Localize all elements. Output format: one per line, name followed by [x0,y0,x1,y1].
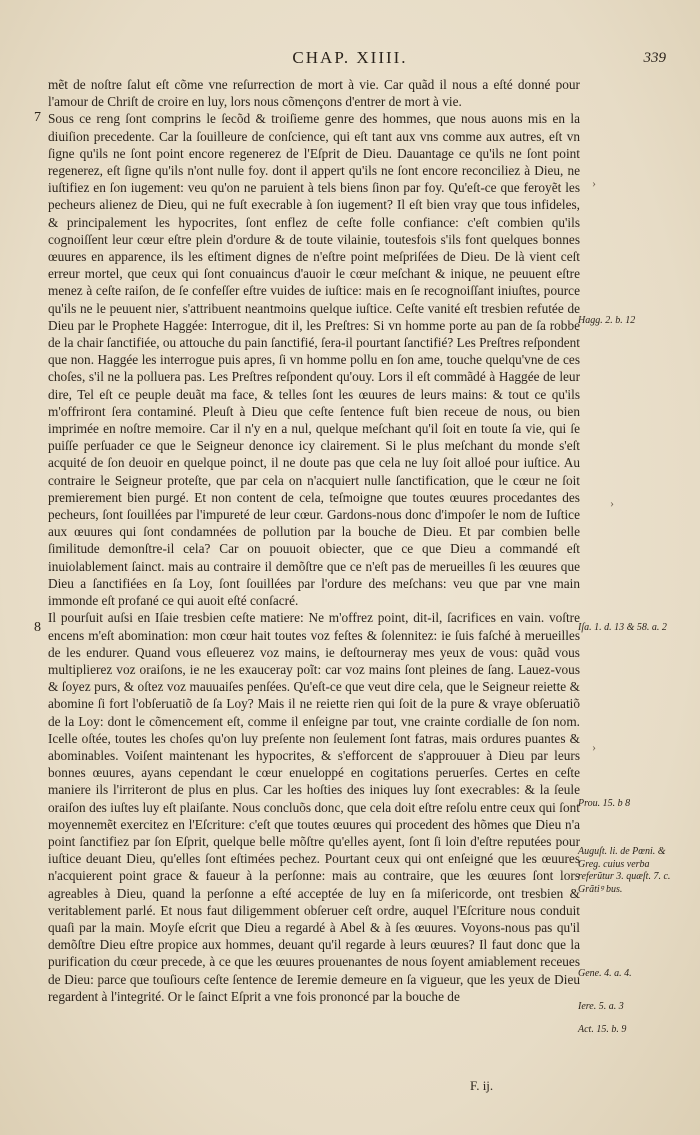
paragraph-number: 7 [34,110,41,125]
margin-mark: › [592,740,596,754]
margin-note: Auguſt. li. de Pœni. & Greg. cuius verba referũtur 3. quæſt. 7. c. Grãtiꝰ bus. [578,846,671,895]
margin-mark: › [610,496,614,510]
paragraph-number: 8 [34,620,41,635]
paragraph: Il pourſuit auſsi en Iſaie tresbien ceſte matiere: Ne m'offrez point, dit-il, ſacrifices en vain. voſtre encens m'eſt abomination: mon cœur hait toutes voz feſtes & ſolennitez: ie ſuis faſché à merueilles de les endurer. Quand vous eſleuerez voz mains, ie deſtourneray mes yeux de vous: quãd vous multiplierez voz oraiſons, ie ne les exauceray poĩt: car voz mains ſont pleines de ſang. Lauez-vous & ſoyez purs, & oſtez voz mauuaiſes penſées. Qu'eſt-ce que veut dire cela, que le Seigneur reiette & abomine ſi fort l'obſeruatiõ de ſa Loy? Mais il ne reiette rien qui ſoit de la pure & vraye obſeruatiõ de la Loy: dont le cõmencement eſt, comme il enſeigne par tout, vne crainte cordialle de ſon nom. Icelle oſtée, toutes les choſes qu'on luy preſente non ſeulement ſont fatras, mais ordures puantes & abominables. Voiſent maintenant les hypocrites, & s'efforcent de s'approuuer à Dieu par leurs bonnes œuures, ayans cependant le cœur enueloppé en cogitations peruerſes. Certes en ceſte maniere ils l'irriteront de plus en plus. Car les hoſties des iniques luy ſont execrables: & la ſeule oraiſon des iuſtes luy eſt plaiſante. Nous concluõs donc, que cela doit eſtre reſolu entre ceux qui ſont moyennemẽt exercitez en l'Eſcriture: c'eſt que toutes œuures qui procedent des hõmes que Dieu n'a point ſanctifiez par ſon Eſprit, quelque belle mõſtre qu'elles ayent, ſont ſi loin d'eſtre reputées pour iuſtice deuant Dieu, qu'elles ſont eſtimées pechez. Pourtant ceux qui ont enſeigné que les œuures n'acquierent point grace & faueur à la perſonne: mais au contraire, que les œuures ſont lors agreables à Dieu, quand la perſonne a eſté acceptée de luy en ſa miſericorde, ont tresbien & veritablement parlé. Et nous faut diligemment obſeruer ceſt ordre, auquel l'Eſcriture nous conduit quaſi par la main. Moyſe eſcrit que Dieu a regardé à Abel & à ſes œuures. Voyons-nous pas qu'il demõſtre Dieu eſtre propice aux hommes, deuant qu'il regarde à leurs œuures? Il faut donc que la purification du cœur precede, à ce que les œuures prouenantes de nous ſoyent amiablement receues de Dieu: parce que touſiours ceſte ſentence de Ieremie demeure en ſa vigueur, que les yeux de Dieu regardent à l'integrité. Or le ſainct Eſprit a vne fois prononcé par la bouche de [48,610,580,1004]
margin-mark: › [592,176,596,190]
signature-mark: F. ij. [470,1078,494,1093]
margin-note: Prou. 15. b 8 [578,798,631,809]
chapter-title: CHAP. XIIII. [292,48,408,67]
margin-note: Act. 15. b. 9 [578,1024,627,1035]
paragraph: Sous ce reng ſont comprins le ſecõd & troiſieme genre des hommes, que nous auons mis en la diuiſion precedente. Car la ſouilleure de conſcience, qui eſt tant aux vns comme aux autres, eſt vn ſigne qu'ils ne ſont point encore regenerez de l'Eſprit de Dieu. Dauantage ce qu'ils ne ſont point regenerez, eſt ſigne qu'ils n'ont nulle foy. dont il appert qu'ils ne ſont encore reconciliez à Dieu, ne iuſtifiez en ſon iugement: veu qu'on ne paruient à tels biens ſinon par foy. Qu'eſt-ce que feroyẽt les pecheurs alienez de Dieu, qui ne fuſt execrable à ſon iugement? Il eſt bien vray que tous infideles, & principalement les hypocrites, ſont enflez de ceſte folle confiance: c'eſt combien qu'ils cognoiſſent leur cœur eſtre plein d'ordure & de toute vilainie, toutesfois s'ils font quelques bonnes œuures en apparence, ils les eſtiment dignes de n'eſtre point meſpriſées de Dieu. De là vient ceſt erreur mortel, que ceux qui ſont conuaincus d'auoir le cœur meſchant & inique, ne peuuent eſtre menez à ceſte raiſon, de ſe confeſſer eſtre vuides de iuſtice: mais en ſe recognoiſſant iniuſtes, pource qu'ils ne le peuuent nier, s'attribuent neantmoins quelque iuſtice. Ceſte vanité eſt tresbien refutée de Dieu par le Prophete Haggée: Interrogue, dit il, les Preſtres: Si vn homme porte au pan de ſa robbe de la chair ſanctifiée, ou attouche du pain ſanctifié, ſera-il pourtant ſanctifié? Les Preſtres reſpondent que non. Haggée les interrogue puis apres, ſi vn homme pollu en ſon ame, touche quelqu'vne de ces choſes, s'il ne la polluera pas. Les Preſtres reſpondent qu'ouy. Lors il eſt commãdé à Haggée de leur dire, Tel eſt ce peuple deuãt ma face, & telles ſont les œuures de leurs mains: & tout ce qu'ils m'offriront ſera contaminé. Pleuſt à Dieu que ceſte ſentence fuſt bien receue de nous, ou bien imprimée en noſtre memoire. Car il n'y en a nul, quelque meſchant qu'il ſoit en toute ſa vie, qui ſe puiſſe perſuader ce que le Seigneur denonce icy clairement. Si le plus meſchant du monde s'eſt acquité de ſon deuoir en quelque poinct, il ne doute pas que cela ne luy ſoit alloé pour iuſtice. Au contraire le Seigneur proteſte, que par cela on n'acquiert nulle ſanctification, que le cœur ne ſoit premierement bien purgé. Et non content de cela, teſmoigne que toutes œuures procedantes des pecheurs, ſont ſouillées par l'impureté de leur cœur. Gardons-nous donc d'impoſer le nom de Iuſtice aux œuures qui ſont condamnées de pollution par la bouche de Dieu. Et par combien belle ſimilitude demonſtre-il cela? Car on pouuoit obiecter, que ce que Dieu a commandé eſt inuiolablement ſainct. mais au contraire il demõſtre que ce n'eſt pas de merueilles ſi les œuures que Dieu a ſanctifiées en ſa Loy, ſont ſouillées par l'ordure des meſchans: veu que par vne main immonde eſt profané ce qui auoit eſté conſacré. [48,111,580,609]
page-number: 339 [643,50,666,66]
main-text [48,76,580,1005]
paragraph: mẽt de noſtre ſalut eſt cõme vne reſurrection de mort à vie. Car quãd il nous a eſté donné pour l'amour de Chriſt de croire en luy, lors nous cõmençons d'entrer de mort à vie. [48,77,580,110]
margin-note: Iſa. 1. d. 13 & 58. a. 2 [578,622,667,633]
margin-note: Iere. 5. a. 3 [578,1001,624,1012]
margin-note: Gene. 4. a. 4. [578,968,632,979]
margin-note: Hagg. 2. b. 12 [578,315,636,326]
